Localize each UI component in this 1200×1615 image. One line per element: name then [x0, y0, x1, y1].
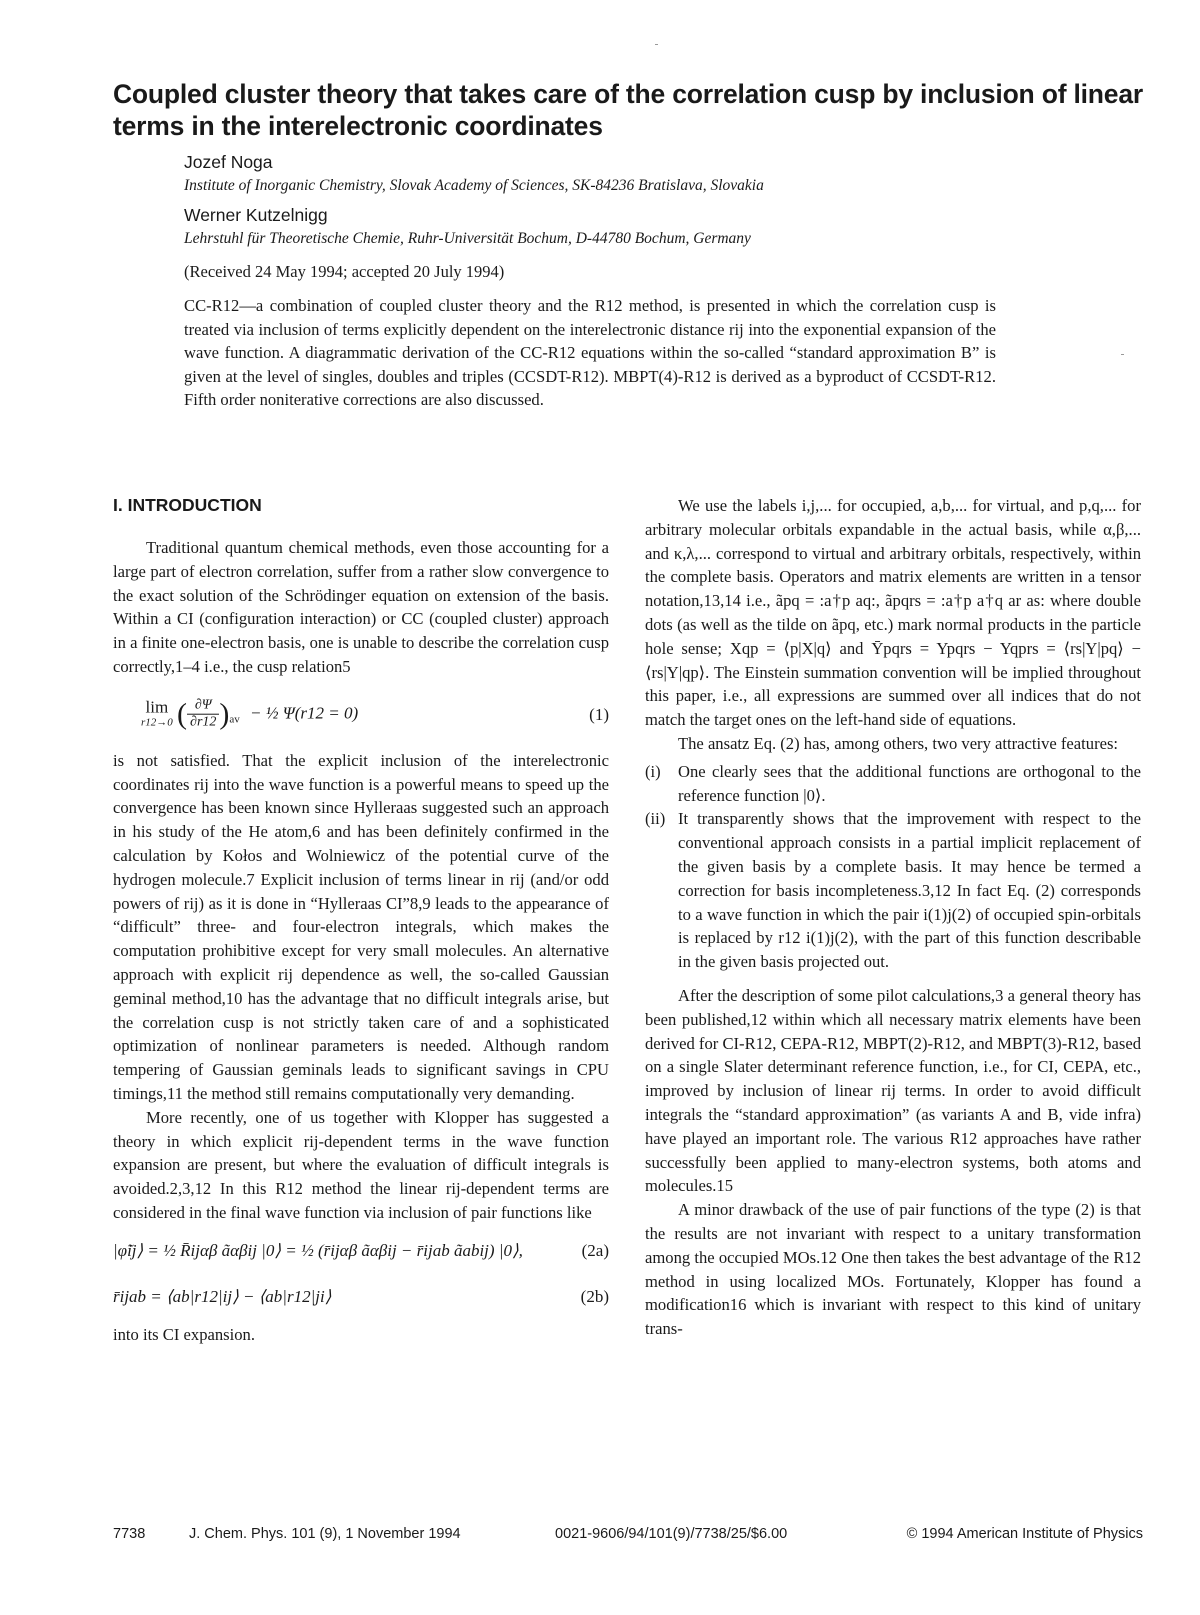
- equation-1-limit-sub: r12→0: [141, 716, 173, 729]
- list-item: [645, 807, 1141, 974]
- section-heading: I. INTRODUCTION: [113, 495, 262, 515]
- list-item: [645, 760, 1141, 808]
- footer-code: 0021-9606/94/101(9)/7738/25/$6.00: [555, 1526, 788, 1542]
- right-paragraph-3: After the description of some pilot calculations,3 a general theory has been published,12 within which all necessary matrix elements have been derived for CI-R12, CEPA-R12, MBPT(2)-R12, and MBPT(3)-R12, based on a single Slater determinant reference function, i.e., for CI, CEPA, etc., improved by inclusion of linear rij terms. In order to avoid difficult integrals the “standard approximation” (as variants A and B, vide infra) have played an important role. The various R12 approaches have rather successfully been applied to many-electron systems, both atoms and molecules.15: [645, 985, 1141, 1196]
- author-name-2: Werner Kutzelnigg: [184, 205, 328, 225]
- intro-paragraph-2: is not satisfied. That the explicit inclusion of the interelectronic coordinates rij into the wave function is a powerful means to speed up the convergence has been known since Hylleraas suggested such an approach in his study of the He atom,6 and has been definitely confirmed in the calculation by Kołos and Wolniewicz of the potential curve of the hydrogen molecule.7 Explicit inclusion of terms linear in rij (and/or odd powers of rij) as it is done in “Hylleraas CI”8,9 leads to the appearance of “difficult” three- and four-electron integrals, which makes the computation prohibitive except for very small molecules. An alternative approach with explicit rij dependence as well, the so-called Gaussian geminal method,10 has the advantage that no difficult integrals arise, but the correlation cusp is not strictly taken care of and a sophisticated optimization of nonlinear parameters is needed. Although random tempering of Gaussian geminals leads to significant savings in CPU timings,11 the method still remains computationally very demanding.: [113, 750, 609, 1103]
- equation-1-av: av: [229, 713, 240, 726]
- abstract: [184, 294, 996, 412]
- scan-speck: [655, 44, 658, 45]
- page-footer: [113, 1526, 1143, 1548]
- list-item-text: It transparently shows that the improvement with respect to the conventional approach consists in a partial implicit replacement of the given basis by a complete basis. It may hence be termed a correction for basis incompleteness.3,12 In fact Eq. (2) corresponds to a wave function in which the pair i(1)j(2) of occupied spin-orbitals is replaced by r12 i(1)j(2), with the part of this function describable in the given basis projected out.: [678, 809, 1141, 972]
- scan-speck: [1121, 354, 1124, 355]
- right-paragraph-4: A minor drawback of the use of pair functions of the type (2) is that the results are not invariant with respect to a unitary transformation among the occupied MOs.12 One then takes the best advantage of the R12 method in using localized MOs. Fortunately, Klopper has found a modification16 which is invariant with respect to this kind of unitary trans-: [645, 1200, 1141, 1339]
- received-dates: (Received 24 May 1994; accepted 20 July 1994): [184, 262, 505, 281]
- equation-2a-label: (2a): [581, 1240, 609, 1260]
- right-paragraph-2: The ansatz Eq. (2) has, among others, two very attractive features:: [678, 733, 1119, 753]
- equation-1-numerator: ∂Ψ: [187, 697, 219, 714]
- footer-journal: J. Chem. Phys. 101 (9), 1 November 1994: [189, 1526, 461, 1542]
- equation-1-body: lim r12→0 ( $\frac{\partial\Psi}{\partial r12}$ )$_{av}$ − ½ Ψ(r12 = 0): [141, 697, 359, 731]
- footer-page-number: 7738: [113, 1526, 146, 1542]
- list-item-text: One clearly sees that the additional functions are orthogonal to the reference function |0⟩.: [678, 761, 1141, 805]
- abstract-text: CC-R12—a combination of coupled cluster theory and the R12 method, is presented in which the correlation cusp is treated via inclusion of terms explicitly dependent on the interelectronic distance rij into the exponential expansion of the wave function. A diagrammatic derivation of the CC-R12 equations within the so-called “standard approximation B” is given at the level of singles, doubles and triples (CCSDT-R12). MBPT(4)-R12 is derived as a byproduct of CCSDT-R12. Fifth order noniterative corrections are also discussed.: [184, 296, 996, 410]
- feature-list: [645, 760, 1141, 974]
- equation-2b-body: r̄ijab = ⟨ab|r12|ij⟩ − ⟨ab|r12|ji⟩: [113, 1286, 332, 1306]
- left-column: [113, 494, 609, 1347]
- equation-2a: [113, 1231, 609, 1271]
- footer-copyright: © 1994 American Institute of Physics: [906, 1526, 1143, 1542]
- intro-paragraph-3: More recently, one of us together with Klopper has suggested a theory in which explicit rij-dependent terms in the wave function expansion are present, but where the evaluation of difficult integrals is avoided.2,3,12 In this R12 method the linear rij-dependent terms are considered in the final wave function via inclusion of pair functions like: [113, 1107, 609, 1222]
- intro-paragraph-4: into its CI expansion.: [113, 1324, 255, 1344]
- equation-1-label: (1): [589, 704, 609, 724]
- equation-1-rest: − ½ Ψ(r12 = 0): [250, 704, 359, 724]
- paper-title: Coupled cluster theory that takes care of the correlation cusp by inclusion of linear terms in the interelectronic coordinates: [113, 79, 1143, 141]
- right-paragraph-1: We use the labels i,j,... for occupied, a,b,... for virtual, and p,q,... for arbitrary molecular orbitals expandable in the actual basis, while α,β,... and κ,λ,... correspond to virtual and arbitrary orbitals, respectively, within the complete basis. Operators and matrix elements are written in a tensor notation,13,14 i.e., ãpq = :a†p aq:, ãpqrs = :a†p a†q ar as: where double dots (as well as the tilde on ãpq, etc.) mark normal products in the particle hole sense; Xqp = ⟨p|X|q⟩ and Ȳpqrs = Ypqrs − Yqprs = ⟨rs|Y|pq⟩ − ⟨rs|Y|qp⟩. The Einstein summation convention will be implied throughout this paper, i.e., all expressions are summed over all indices that do not match the target ones on the left-hand side of equations.: [645, 496, 1141, 730]
- author-name-1: Jozef Noga: [184, 152, 273, 172]
- author-affiliation-1: Institute of Inorganic Chemistry, Slovak Academy of Sciences, SK-84236 Bratislava, Slovakia: [184, 177, 764, 194]
- right-column: [645, 494, 1141, 1341]
- equation-2b-label: (2b): [580, 1286, 609, 1306]
- equation-2a-body: |φ̃ij⟩ = ½ R̄ijαβ ãαβij |0⟩ = ½ (r̄ijαβ ãαβij − r̄ijab ãabij) |0⟩,: [113, 1240, 523, 1260]
- list-item-mark: (i): [645, 761, 661, 781]
- equation-2b: [113, 1277, 609, 1317]
- author-affiliation-2: Lehrstuhl für Theoretische Chemie, Ruhr-Universität Bochum, D-44780 Bochum, Germany: [184, 230, 751, 247]
- equation-1-denominator: ∂r12: [190, 714, 217, 730]
- equation-1: [113, 689, 609, 741]
- list-item-mark: (ii): [645, 809, 666, 829]
- equation-1-lim: lim: [145, 697, 169, 717]
- equation-1-fraction: [187, 697, 219, 730]
- intro-paragraph-1: Traditional quantum chemical methods, even those accounting for a large part of electron correlation, suffer from a rather slow convergence to the exact solution of the Schrödinger equation on extension of the basis. Within a CI (configuration interaction) or CC (coupled cluster) approach in a finite one-electron basis, one is unable to describe the correlation cusp correctly,1–4 i.e., the cusp relation5: [113, 538, 609, 676]
